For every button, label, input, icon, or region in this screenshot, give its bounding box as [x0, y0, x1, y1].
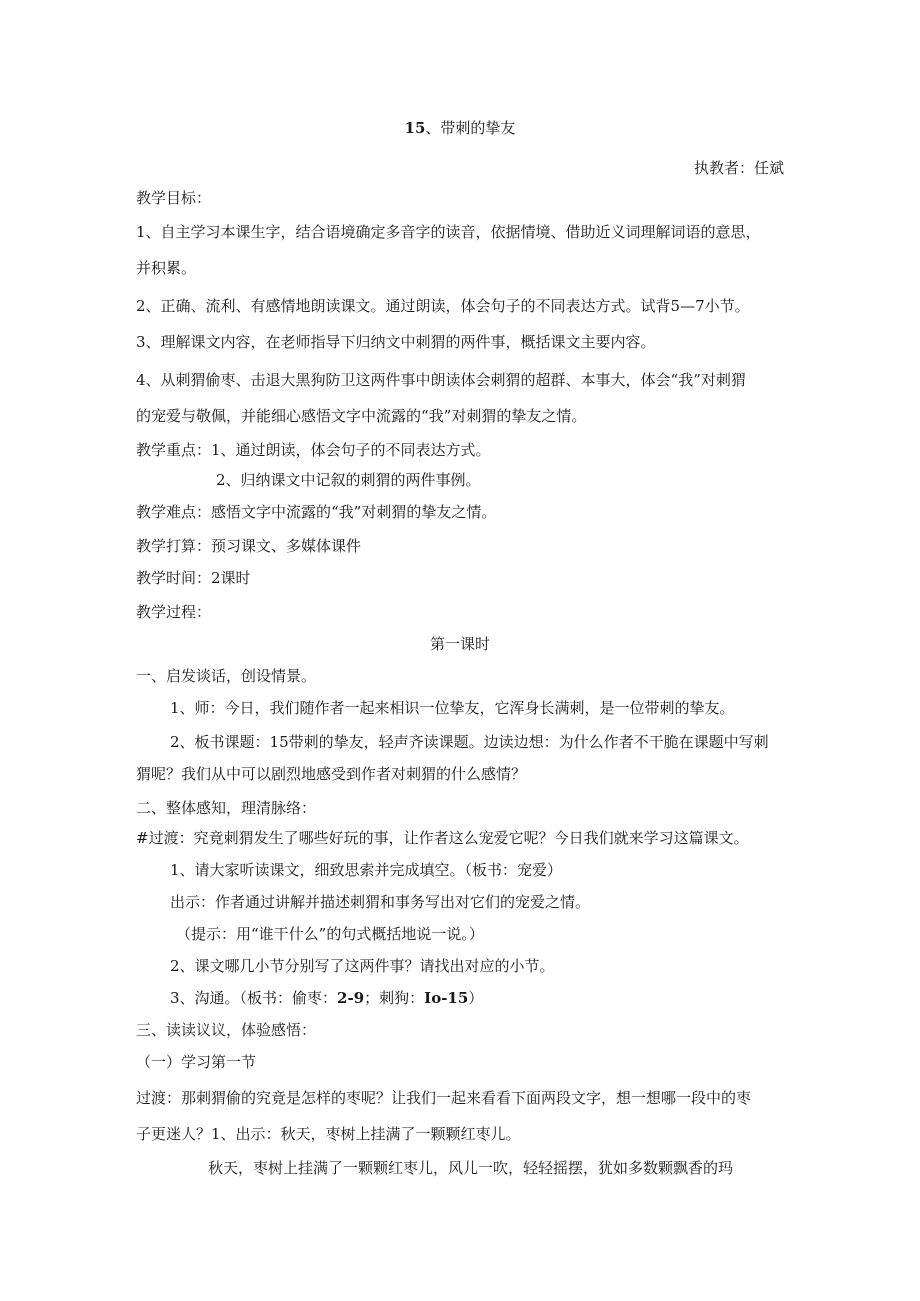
objective-1: 1、自主学习本课生字，结合语境确定多音字的读音，依据情境、借助近义词理解词语的意思， [136, 223, 761, 241]
part-2-heading: 二、整体感知，理清脉络： [136, 799, 317, 817]
objective-4-cont: 的宠爱与敬佩，并能细心感悟文字中流露的“我”对刺猬的挚友之情。 [136, 407, 587, 425]
key-points-1: 教学重点：1、通过朗读，体会句子的不同表达方式。 [136, 441, 491, 459]
step-1: 1、师：今日，我们随作者一起来相识一位挚友，它浑身长满刺，是一位带刺的挚友。 [170, 699, 735, 717]
objective-2: 2、正确、流利、有感情地朗读课文。通过朗读，体会句子的不同表达方式。试背5—7小节。 [136, 297, 750, 315]
title-number: 15 [404, 119, 426, 137]
document-title [0, 118, 920, 138]
time-line: 教学时间：2课时 [136, 569, 251, 587]
transition-2: 过渡：那刺猬偷的究竟是怎样的枣呢？让我们一起来看看下面两段文字，想一想哪一段中的枣 [136, 1089, 752, 1107]
task-1: 1、请大家听读课文，细致思索并完成填空。（板书：宠爱） [170, 861, 563, 879]
objective-3: 3、理解课文内容，在老师指导下归纳文中刺猬的两件事，概括课文主要内容。 [136, 333, 656, 351]
task-2: 2、课文哪几小节分别写了这两件事？请找出对应的小节。 [170, 957, 555, 975]
author-line: 执教者：任斌 [693, 159, 784, 177]
task-3-suffix: ） [468, 989, 484, 1007]
part-1-heading: 一、启发谈话，创设情景。 [136, 667, 317, 685]
task-3 [170, 988, 483, 1008]
process-heading: 教学过程： [136, 603, 212, 621]
section-title: 第一课时 [429, 635, 490, 653]
difficulty-line: 教学难点：感悟文字中流露的“我”对刺猬的挚友之情。 [136, 503, 497, 521]
task-3-prefix: 3、沟通。（板书：偷枣： [170, 989, 338, 1007]
passage-line: 秋天，枣树上挂满了一颗颗红枣儿，风儿一吹，轻轻摇摆，犹如多数颗飘香的玛 [208, 1159, 734, 1177]
range-2: Io-15 [424, 989, 469, 1007]
objectives-heading: 教学目标： [136, 189, 212, 207]
task-3-mid: ；刺狗： [364, 989, 425, 1007]
display-line: 出示：作者通过讲解并描述刺猬和事务写出对它们的宠爱之情。 [170, 893, 591, 911]
objective-4: 4、从刺猬偷枣、击退大黑狗防卫这两件事中朗读体会刺猬的超群、本事大，体会“我”对刺猬 [136, 371, 746, 389]
preparation-line: 教学打算：预习课文、多媒体课件 [136, 537, 362, 555]
step-2: 2、板书课题：15带刺的挚友，轻声齐读课题。边读边想：为什么作者不干脆在课题中写刺 [170, 733, 769, 751]
hint-line: （提示：用“谁干什么”的句式概括地说一说。） [176, 925, 484, 943]
subsection-1: （一）学习第一节 [136, 1053, 257, 1071]
range-1: 2-9 [337, 989, 365, 1007]
key-points-2: 2、归纳课文中记叙的刺猬的两件事例。 [216, 471, 481, 489]
transition-2-cont: 子更迷人？1、出示：秋天，枣树上挂满了一颗颗红枣儿。 [136, 1125, 521, 1143]
part-3-heading: 三、读读议议，体验感悟： [136, 1021, 317, 1039]
step-2-cont: 猬呢？我们从中可以剧烈地感受到作者对刺猬的什么感情？ [136, 765, 527, 783]
objective-1-cont: 并积累。 [136, 259, 197, 277]
title-text: 、带刺的挚友 [425, 119, 516, 137]
transition-line: #过渡：究竟刺猬发生了哪些好玩的事，让作者这么宠爱它呢？今日我们就来学习这篇课文。 [136, 829, 749, 847]
